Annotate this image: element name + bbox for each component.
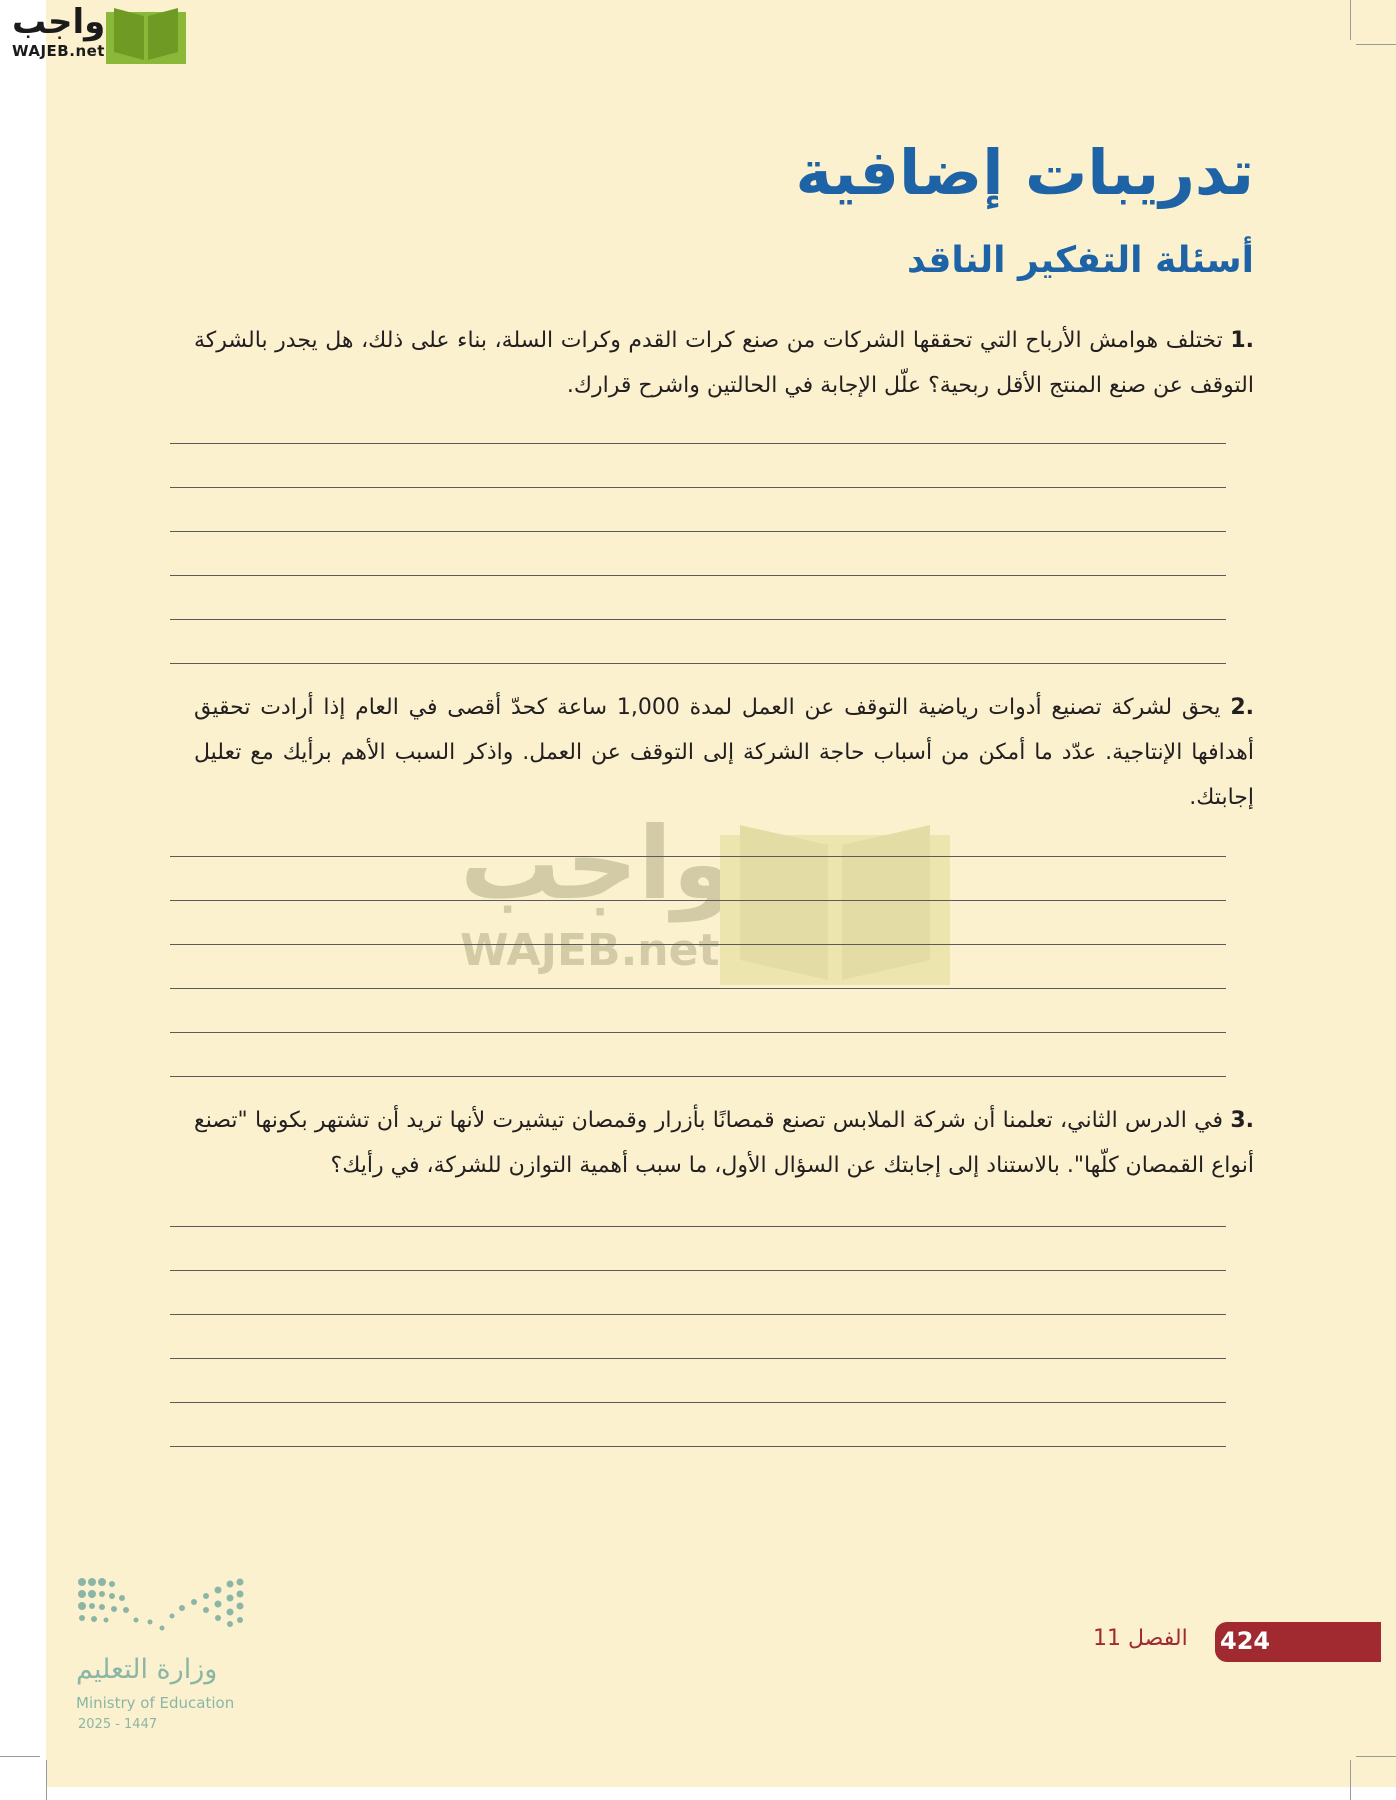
chapter-label: الفصل 11 bbox=[1093, 1626, 1188, 1651]
answer-line[interactable] bbox=[170, 444, 1226, 488]
section-subtitle: أسئلة التفكير الناقد bbox=[907, 240, 1254, 281]
ministry-english-name: Ministry of Education bbox=[76, 1694, 235, 1712]
book-icon bbox=[106, 4, 186, 64]
question-number: 3. bbox=[1230, 1108, 1254, 1133]
answer-line[interactable] bbox=[170, 1183, 1226, 1227]
trim-mark bbox=[46, 1760, 47, 1800]
answer-line[interactable] bbox=[170, 901, 1226, 945]
answer-line[interactable] bbox=[170, 1227, 1226, 1271]
page-number: 424 bbox=[1220, 1627, 1271, 1655]
trim-mark bbox=[0, 1756, 40, 1757]
ministry-dots-icon bbox=[76, 1576, 246, 1636]
question-number: 1. bbox=[1230, 328, 1254, 353]
answer-line[interactable] bbox=[170, 576, 1226, 620]
ministry-year: 2025 - 1447 bbox=[78, 1717, 158, 1732]
answer-line[interactable] bbox=[170, 945, 1226, 989]
question-2 bbox=[194, 685, 1254, 820]
wajeb-logo[interactable] bbox=[0, 0, 190, 66]
answer-line[interactable] bbox=[170, 1359, 1226, 1403]
answer-area-2[interactable] bbox=[170, 813, 1226, 1077]
answer-line[interactable] bbox=[170, 400, 1226, 444]
answer-area-3[interactable] bbox=[170, 1183, 1226, 1447]
logo-arabic-text: واجب bbox=[12, 2, 106, 42]
ministry-logo bbox=[76, 1576, 276, 1736]
answer-line[interactable] bbox=[170, 813, 1226, 857]
watermark-arabic-text: واجب bbox=[460, 805, 735, 922]
page-title: تدريبات إضافية bbox=[795, 136, 1254, 209]
ministry-arabic-name: وزارة التعليم bbox=[76, 1654, 218, 1685]
watermark-english-text: WAJEB.net bbox=[460, 925, 720, 976]
answer-line[interactable] bbox=[170, 532, 1226, 576]
trim-mark bbox=[1350, 1760, 1351, 1800]
trim-mark bbox=[1356, 1756, 1396, 1757]
answer-line[interactable] bbox=[170, 1403, 1226, 1447]
answer-line[interactable] bbox=[170, 857, 1226, 901]
answer-line[interactable] bbox=[170, 1271, 1226, 1315]
answer-line[interactable] bbox=[170, 1315, 1226, 1359]
answer-line[interactable] bbox=[170, 989, 1226, 1033]
trim-mark bbox=[1356, 44, 1396, 45]
answer-line[interactable] bbox=[170, 488, 1226, 532]
answer-area-1[interactable] bbox=[170, 400, 1226, 664]
question-text: في الدرس الثاني، تعلمنا أن شركة الملابس تصنع قمصانًا بأزرار وقمصان تيشيرت لأنها تريد أن تشتهر بكونها "تصنع أنواع القمصان كلّها". بالاستناد إلى إجابتك عن السؤال الأول، ما سبب أهمية التوازن للشركة، في رأيك؟ bbox=[194, 1108, 1254, 1178]
question-3 bbox=[194, 1098, 1254, 1188]
question-text: تختلف هوامش الأرباح التي تحققها الشركات من صنع كرات القدم وكرات السلة، بناء على ذلك، هل يجدر بالشركة التوقف عن صنع المنتج الأقل ربحية؟ علّل الإجابة في الحالتين واشرح قرارك. bbox=[194, 328, 1254, 398]
trim-mark bbox=[1350, 0, 1351, 40]
answer-line[interactable] bbox=[170, 1033, 1226, 1077]
question-1 bbox=[194, 318, 1254, 408]
question-number: 2. bbox=[1230, 695, 1254, 720]
question-text: يحق لشركة تصنيع أدوات رياضية التوقف عن العمل لمدة 1,000 ساعة كحدّ أقصى في العام إذا أرادت تحقيق أهدافها الإنتاجية. عدّد ما أمكن من أسباب حاجة الشركة إلى التوقف عن العمل. واذكر السبب الأهم برأيك مع تعليل إجابتك. bbox=[194, 695, 1254, 810]
logo-english-text: WAJEB.net bbox=[12, 42, 105, 60]
answer-line[interactable] bbox=[170, 620, 1226, 664]
